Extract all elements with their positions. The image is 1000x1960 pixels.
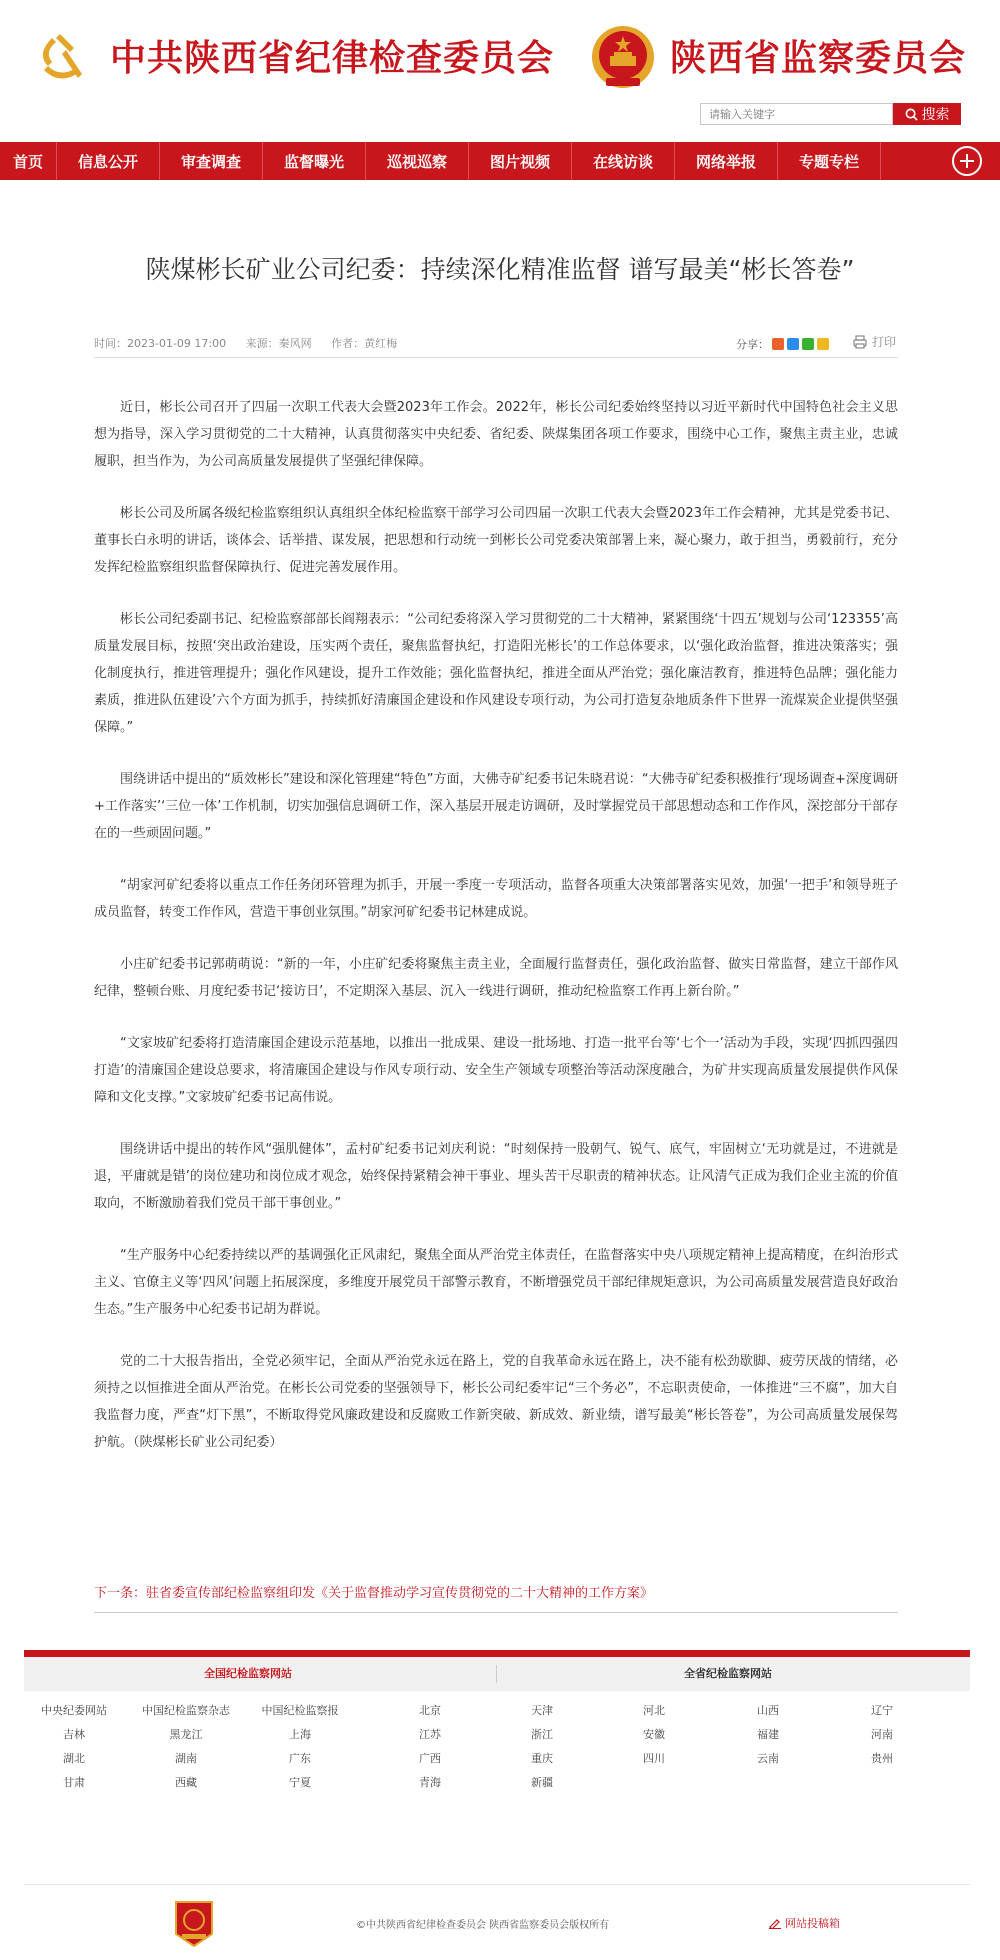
footer-link[interactable]: 河北	[643, 1704, 665, 1717]
article-meta	[94, 335, 413, 351]
search-button-label: 搜索	[921, 107, 950, 123]
footer-link[interactable]: 中国纪检监察杂志	[142, 1704, 230, 1717]
footer-link[interactable]: 天津	[531, 1704, 553, 1717]
paragraph: 彬长公司纪委副书记、纪检监察部部长阎翔表示：“公司纪委将深入学习贯彻党的二十大精神，紧紧围绕‘十四五’规划与公司‘123355’高质量发展目标，按照‘突出政治建设，压实两个责任，聚焦监督执纪，打造阳光彬长’的工作总体要求，以‘强化政治监督，推进决策落实；强化制度执行，推进管理提升；强化作风建设，提升工作效能；强化监督执纪，推进全面从严治党；强化廉洁教育，推进特色品牌；强化能力素质，推进队伍建设’六个方面为抓手，持续抓好清廉国企建设和作风建设专项行动，为公司打造复杂地质条件下世界一流煤炭企业提供坚强保障。”	[94, 612, 898, 735]
share-label: 分享：	[736, 338, 769, 351]
party-emblem-icon	[30, 24, 94, 88]
footer-divider	[24, 1884, 970, 1885]
paragraph: “胡家河矿纪委将以重点工作任务闭环管理为抓手，开展一季度一专项活动，监督各项重大决策部署落实见效，加强‘一把手’和领导班子成员监督，转变工作作风，营造干事创业氛围。”胡家河矿纪委书记林建成说。	[94, 878, 898, 920]
submission-label: 网站投稿箱	[785, 1917, 840, 1930]
footer-link[interactable]: 重庆	[531, 1752, 553, 1765]
tab-national-sites[interactable]: 全国纪检监察网站	[204, 1667, 292, 1680]
footer-link[interactable]: 广东	[289, 1752, 311, 1765]
party-member-badge-icon	[172, 1900, 216, 1948]
footer-link[interactable]: 中国纪检监察报	[261, 1704, 339, 1717]
footer-link[interactable]: 四川	[643, 1752, 665, 1765]
submission-link[interactable]	[768, 1915, 840, 1931]
article-title: 陕煤彬长矿业公司纪委：持续深化精准监督 谱写最美“彬长答卷”	[145, 255, 855, 284]
qq-share-icon[interactable]	[787, 338, 799, 350]
footer-link[interactable]: 辽宁	[871, 1704, 893, 1717]
footer-link[interactable]: 安徽	[643, 1728, 665, 1741]
footer-link[interactable]: 黑龙江	[169, 1728, 203, 1741]
paragraph: 围绕讲话中提出的转作风“强肌健体”，孟村矿纪委书记刘庆利说：“时刻保持一股朝气、锐气、底气，牢固树立‘无功就是过，不进就是退，平庸就是错’的岗位建功和岗位成才观念，始终保持紧精会神干事业、埋头苦干尽职责的精神状态。让风清气正成为我们企业主流的价值取向，不断激励着我们党员干部干事创业。”	[94, 1142, 898, 1211]
site-header	[0, 0, 1000, 140]
footer-link[interactable]: 广西	[419, 1752, 441, 1765]
footer-link[interactable]: 新疆	[531, 1776, 553, 1789]
footer-link[interactable]: 甘肃	[63, 1776, 85, 1789]
footer-tabs	[24, 1657, 970, 1691]
footer-link[interactable]: 福建	[757, 1728, 779, 1741]
wechat-share-icon[interactable]	[802, 338, 814, 350]
article-body	[94, 394, 898, 1481]
article-author: 作者：黄红梅	[331, 337, 398, 350]
search-button[interactable]	[893, 103, 961, 125]
footer-link[interactable]: 中央纪委网站	[41, 1704, 107, 1717]
next-article-link[interactable]: 下一条：驻省委宣传部纪检监察组印发《关于监督推动学习宣传贯彻党的二十大精神的工作方案》	[94, 1586, 654, 1601]
paragraph: 围绕讲话中提出的“质效彬长”建设和深化管理建“特色”方面，大佛寺矿纪委书记朱晓君说：“大佛寺矿纪委积极推行‘现场调查+深度调研+工作落实’‘三位一体’工作机制，切实加强信息调研工作，深入基层开展走访调研，及时掌握党员干部思想动态和工作作风，深挖部分干部存在的一些顽固问题。”	[94, 772, 898, 841]
sc-title: 陕西省监察委员会	[670, 37, 967, 79]
footer-link[interactable]: 青海	[419, 1776, 441, 1789]
nav-item-info[interactable]: 信息公开	[77, 152, 138, 171]
tab-divider	[496, 1665, 497, 1683]
footer-link[interactable]: 吉林	[63, 1728, 85, 1741]
footer-link[interactable]: 西藏	[175, 1776, 197, 1789]
footer-link[interactable]: 山西	[757, 1704, 779, 1717]
article-source: 来源：秦风网	[245, 337, 312, 350]
nav-item-exposure[interactable]: 监督曝光	[283, 152, 344, 171]
tab-provincial-sites[interactable]: 全省纪检监察网站	[684, 1667, 772, 1680]
nav-item-report[interactable]: 网络举报	[695, 152, 756, 171]
weibo-share-icon[interactable]	[772, 338, 784, 350]
footer-link[interactable]: 贵州	[871, 1752, 893, 1765]
cdi-title: 中共陕西省纪律检查委员会	[110, 37, 555, 79]
nav-item-media[interactable]: 图片视频	[489, 152, 550, 171]
nav-item-interview[interactable]: 在线访谈	[592, 152, 653, 171]
article	[0, 180, 1000, 1610]
expand-plus-icon[interactable]	[952, 146, 982, 176]
nav-item-home[interactable]: 首页	[12, 152, 43, 171]
footer-link[interactable]: 上海	[289, 1728, 311, 1741]
footer-red-bar	[24, 1650, 970, 1657]
search-input[interactable]	[700, 103, 893, 125]
national-emblem-icon	[588, 22, 658, 92]
footer-link[interactable]: 江苏	[419, 1728, 441, 1741]
footer-link[interactable]: 云南	[757, 1752, 779, 1765]
paragraph: 近日，彬长公司召开了四届一次职工代表大会暨2023年工作会。2022年，彬长公司纪委始终坚持以习近平新时代中国特色社会主义思想为指导，深入学习贯彻党的二十大精神，认真贯彻落实中央纪委、省纪委、陕煤集团各项工作要求，围绕中心工作，聚焦主责主业，忠诚履职，担当作为，为公司高质量发展提供了坚强纪律保障。	[94, 400, 898, 469]
paragraph: “文家坡矿纪委将打造清廉国企建设示范基地，以推出一批成果、建设一批场地、打造一批平台等‘七个一’活动为手段，实现‘四抓四强四打造’的清廉国企建设总要求，将清廉国企建设与作风专项行动、安全生产领域专项整治等活动深度融合，为矿井实现高质量发展提供作风保障和文化支撑。”文家坡矿纪委书记高伟说。	[94, 1036, 898, 1105]
search-icon	[905, 108, 918, 121]
paragraph: 彬长公司及所属各级纪检监察组织认真组织全体纪检监察干部学习公司四届一次职工代表大会暨2023年工作会精神，尤其是党委书记、董事长白永明的讲话，谈体会、话举措、谋发展，把思想和行动统一到彬长公司党委决策部署上来，凝心聚力，敢于担当，勇毅前行，充分发挥纪检监察组织监督保障执行、促进完善发展作用。	[94, 506, 898, 575]
footer-link[interactable]: 浙江	[531, 1728, 553, 1741]
main-nav	[0, 142, 1000, 180]
footer-link[interactable]: 北京	[419, 1704, 441, 1717]
footer-link[interactable]: 河南	[871, 1728, 893, 1741]
printer-icon	[852, 334, 868, 350]
nav-divider	[880, 142, 881, 180]
paragraph: 小庄矿纪委书记郭萌萌说：“新的一年，小庄矿纪委将聚焦主责主业，全面履行监督责任，强化政治监督、做实日常监督，建立干部作风纪律，整顿台账、月度纪委书记‘接访日’，不定期深入基层、沉入一线进行调研，推动纪检监察工作再上新台阶。”	[94, 957, 898, 999]
nav-item-inspection[interactable]: 巡视巡察	[386, 152, 447, 171]
next-divider	[94, 1612, 898, 1613]
qzone-share-icon[interactable]	[817, 338, 829, 350]
copyright-text: ©中共陕西省纪律检查委员会 陕西省监察委员会版权所有	[356, 1920, 610, 1931]
publish-time: 时间：2023-01-09 17:00	[94, 337, 227, 350]
nav-item-investigation[interactable]: 审查调查	[180, 152, 241, 171]
meta-divider	[94, 357, 898, 358]
print-label: 打印	[872, 335, 897, 349]
paragraph: “生产服务中心纪委持续以严的基调强化正风肃纪，聚焦全面从严治党主体责任，在监督落实中央八项规定精神上提高精度，在纠治形式主义、官僚主义等‘四风’问题上拓展深度，多维度开展党员干部警示教育，不断增强党员干部纪律规矩意识，为公司高质量发展营造良好政治生态。”生产服务中心纪委书记胡为群说。	[94, 1248, 898, 1317]
footer-link[interactable]: 宁夏	[289, 1776, 311, 1789]
site-footer	[24, 1650, 970, 1960]
nav-item-special[interactable]: 专题专栏	[798, 152, 859, 171]
footer-link[interactable]: 湖北	[63, 1752, 85, 1765]
paragraph: 党的二十大报告指出，全党必须牢记，全面从严治党永远在路上，党的自我革命永远在路上，决不能有松劲歇脚、疲劳厌战的情绪，必须持之以恒推进全面从严治党。在彬长公司党委的坚强领导下，彬长公司纪委牢记“三个务必”，不忘职责使命，一体推进“三不腐”，加大自我监督力度，严查“灯下黑”，不断取得党风廉政建设和反腐败工作新突破、新成效、新业绩，谱写最美“彬长答卷”，为公司高质量发展保驾护航。（陕煤彬长矿业公司纪委）	[94, 1354, 898, 1450]
print-button[interactable]	[852, 333, 896, 350]
pen-icon	[768, 1917, 782, 1929]
footer-link[interactable]: 湖南	[175, 1752, 197, 1765]
share-bar	[736, 336, 829, 352]
